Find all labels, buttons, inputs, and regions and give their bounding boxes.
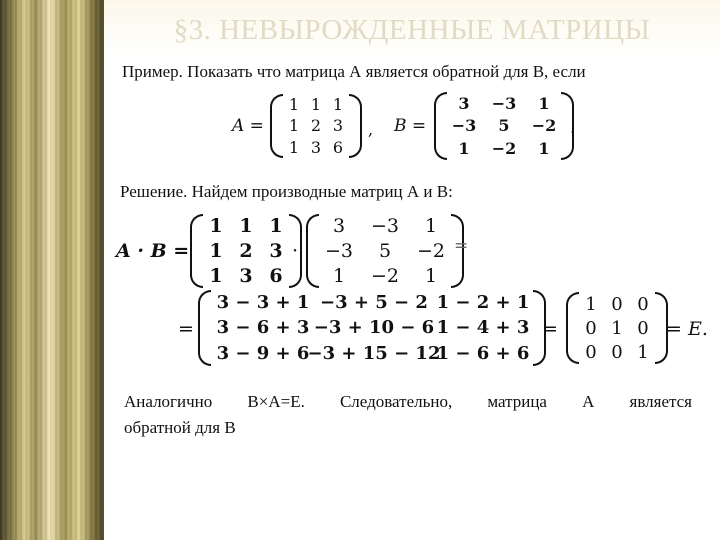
expanded-cell: 1 − 4 + 3: [436, 317, 530, 339]
identity-cell: 0: [637, 317, 649, 339]
matrix-b-cell: 1: [538, 93, 550, 113]
matrix-a-cell: 1: [310, 95, 322, 115]
result-equals-e: = E.: [666, 318, 708, 340]
matrix-a-cell: 3: [310, 137, 322, 157]
matrix-a-cell: 1: [209, 215, 223, 238]
matrix-expanded: [198, 290, 546, 366]
matrix-b-cell: −2: [416, 239, 445, 262]
identity-cell: 0: [585, 341, 597, 363]
matrix-b-cell: −2: [531, 116, 557, 136]
left-paren: [270, 94, 283, 158]
solution-text: Решение. Найдем производные матриц А и В:: [120, 182, 453, 201]
equals-sign: =: [542, 318, 558, 340]
expanded-cell: 1 − 6 + 6: [436, 342, 530, 364]
decorative-gold-sidebar: [0, 0, 104, 540]
matrix-a: [270, 94, 362, 158]
matrix-b-cell: 5: [498, 116, 510, 136]
matrix-b: [434, 92, 574, 160]
identity-cell: 0: [637, 293, 649, 315]
left-paren: [566, 292, 579, 364]
expanded-cell: 3 − 9 + 6: [216, 342, 310, 364]
product-label: A · B =: [116, 240, 190, 262]
matrix-b-cell: 1: [424, 264, 438, 287]
matrix-a-cell: 6: [332, 137, 344, 157]
matrix-b-cell: 5: [378, 239, 392, 262]
matrix-a-cell: 1: [209, 239, 223, 262]
matrix-a-cell: 1: [239, 215, 253, 238]
expanded-cell: 3 − 6 + 3: [216, 317, 310, 339]
matrix-a-cell: 2: [239, 239, 253, 262]
comma: ,: [368, 120, 374, 139]
matrix-b-cell: 3: [458, 93, 470, 113]
expanded-cell: 1 − 2 + 1: [436, 292, 530, 314]
matrix-b-cell: 1: [332, 264, 346, 287]
identity-cell: 1: [637, 341, 649, 363]
identity-cell: 0: [585, 317, 597, 339]
page-title: §3. НЕВЫРОЖДЕННЫЕ МАТРИЦЫ: [173, 14, 651, 46]
left-paren: [198, 290, 211, 366]
matrix-a-cell: 1: [288, 95, 300, 115]
matrix-a-cell: 3: [269, 239, 283, 262]
matrix-b-cell: 1: [538, 139, 550, 159]
conclusion-line-1: Аналогично В×А=Е. Следовательно, матрица А является: [124, 392, 692, 411]
matrix-a-cell: 3: [332, 116, 344, 136]
right-paren: [349, 94, 362, 158]
left-paren: [190, 214, 203, 288]
matrix-a-cell: 2: [310, 116, 322, 136]
matrix-a-product: [190, 214, 302, 288]
matrix-b-cell: 3: [332, 215, 346, 238]
matrix-a-cell: 6: [269, 264, 283, 287]
identity-cell: 0: [611, 293, 623, 315]
equals-sign: =: [178, 318, 194, 340]
expanded-cell: −3 + 10 − 6: [313, 317, 435, 339]
matrix-a-cell: 1: [288, 137, 300, 157]
expanded-cell: −3 + 15 − 12: [307, 342, 441, 364]
multiply-dot: ·: [292, 240, 299, 262]
period: .: [570, 118, 576, 137]
label-a-equals: A =: [232, 116, 264, 136]
matrix-b-cell: 1: [424, 215, 438, 238]
matrix-a-cell: 3: [239, 264, 253, 287]
matrix-b-cell: 1: [458, 139, 470, 159]
left-paren: [434, 92, 447, 160]
matrix-a-cell: 1: [288, 116, 300, 136]
matrix-b-cell: −3: [370, 215, 399, 238]
conclusion-line-2: обратной для В: [124, 418, 236, 437]
identity-cell: 1: [585, 293, 597, 315]
matrix-a-cell: 1: [209, 264, 223, 287]
matrix-b-product: [306, 214, 464, 288]
matrix-b-cell: −2: [491, 139, 517, 159]
matrix-identity: [566, 292, 668, 364]
matrix-b-cell: −2: [370, 264, 399, 287]
matrix-a-cell: 1: [332, 95, 344, 115]
matrix-b-cell: −3: [324, 239, 353, 262]
matrix-b-cell: −3: [491, 93, 517, 113]
label-b-equals: B =: [394, 116, 427, 136]
expanded-cell: 3 − 3 + 1: [216, 292, 310, 314]
identity-cell: 0: [611, 341, 623, 363]
matrix-b-cell: −3: [451, 116, 477, 136]
identity-cell: 1: [611, 317, 623, 339]
equals-sign: =: [454, 236, 469, 256]
left-paren: [306, 214, 319, 288]
expanded-cell: −3 + 5 − 2: [320, 292, 428, 314]
example-text: Пример. Показать что матрица А является обратной для В, если: [122, 62, 586, 81]
matrix-a-cell: 1: [269, 215, 283, 238]
